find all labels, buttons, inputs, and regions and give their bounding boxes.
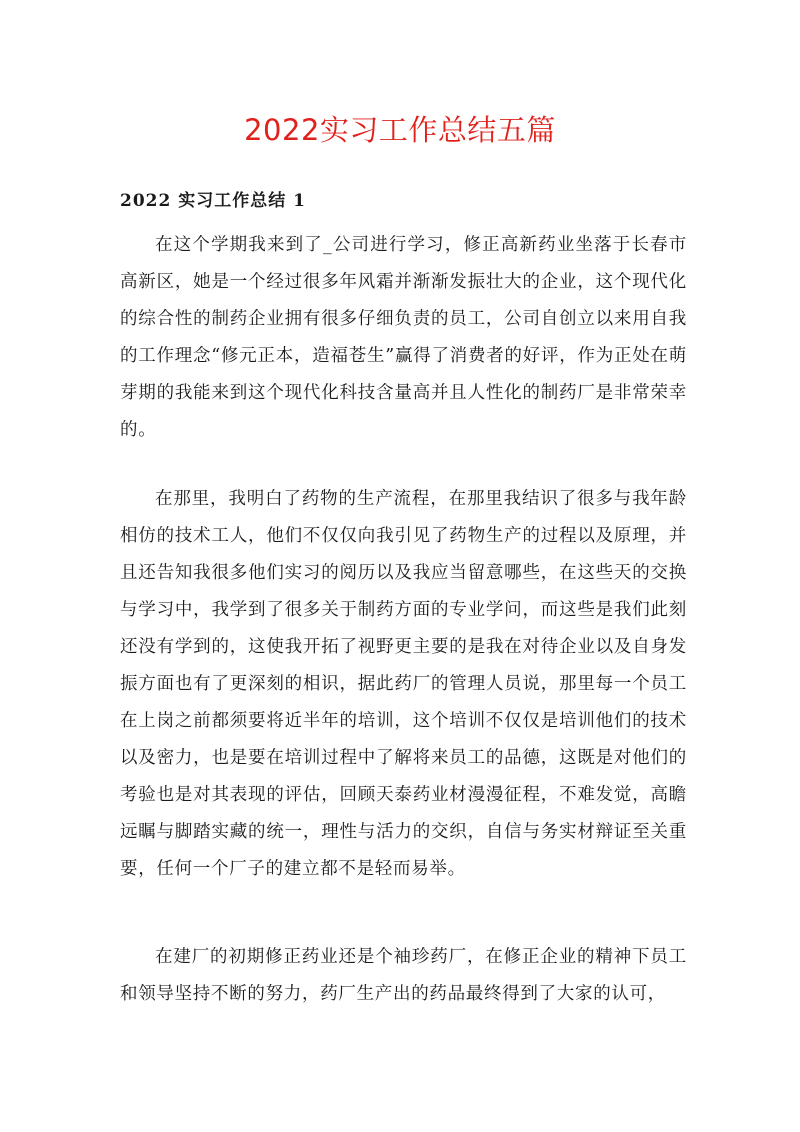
section-heading: 2022 实习工作总结 1 [120, 191, 306, 211]
document-title: 2022实习工作总结五篇 [244, 113, 556, 147]
body-paragraph: 在这个学期我来到了_公司进行学习，修正高新药业坐落于长春市高新区，她是一个经过很多年风霜并渐渐发振壮大的企业，这个现代化的综合性的制药企业拥有很多仔细负责的员工，公司自创立以来用自我的工作理念“修元正本，造福苍生”赢得了消费者的好评，作为正处在萌芽期的我能来到这个现代化科技含量高并且人性化的制药厂是非常荣幸的。 [120, 235, 687, 440]
body-paragraph: 在建厂的初期修正药业还是个袖珍药厂，在修正企业的精神下员工和领导坚持不断的努力，药厂生产出的药品最终得到了大家的认可， [120, 947, 687, 1004]
body-paragraph: 在那里，我明白了药物的生产流程，在那里我结识了很多与我年龄相仿的技术工人，他们不仅仅向我引见了药物生产的过程以及原理，并且还告知我很多他们实习的阅历以及我应当留意哪些，在这些天的交换与学习中，我学到了很多关于制药方面的专业学问，而这些是我们此刻还没有学到的，这使我开拓了视野更主要的是我在对待企业以及自身发振方面也有了更深刻的相识，据此药厂的管理人员说，那里每一个员工在上岗之前都须要将近半年的培训，这个培训不仅仅是培训他们的技术以及密力，也是要在培训过程中了解将来员工的品德，这既是对他们的考验也是对其表现的评估，回顾天泰药业材漫漫征程，不难发觉，高瞻远瞩与脚踏实藏的统一，理性与活力的交织，自信与务实材辩证至关重要，任何一个厂子的建立都不是轻而易举。 [120, 489, 687, 879]
